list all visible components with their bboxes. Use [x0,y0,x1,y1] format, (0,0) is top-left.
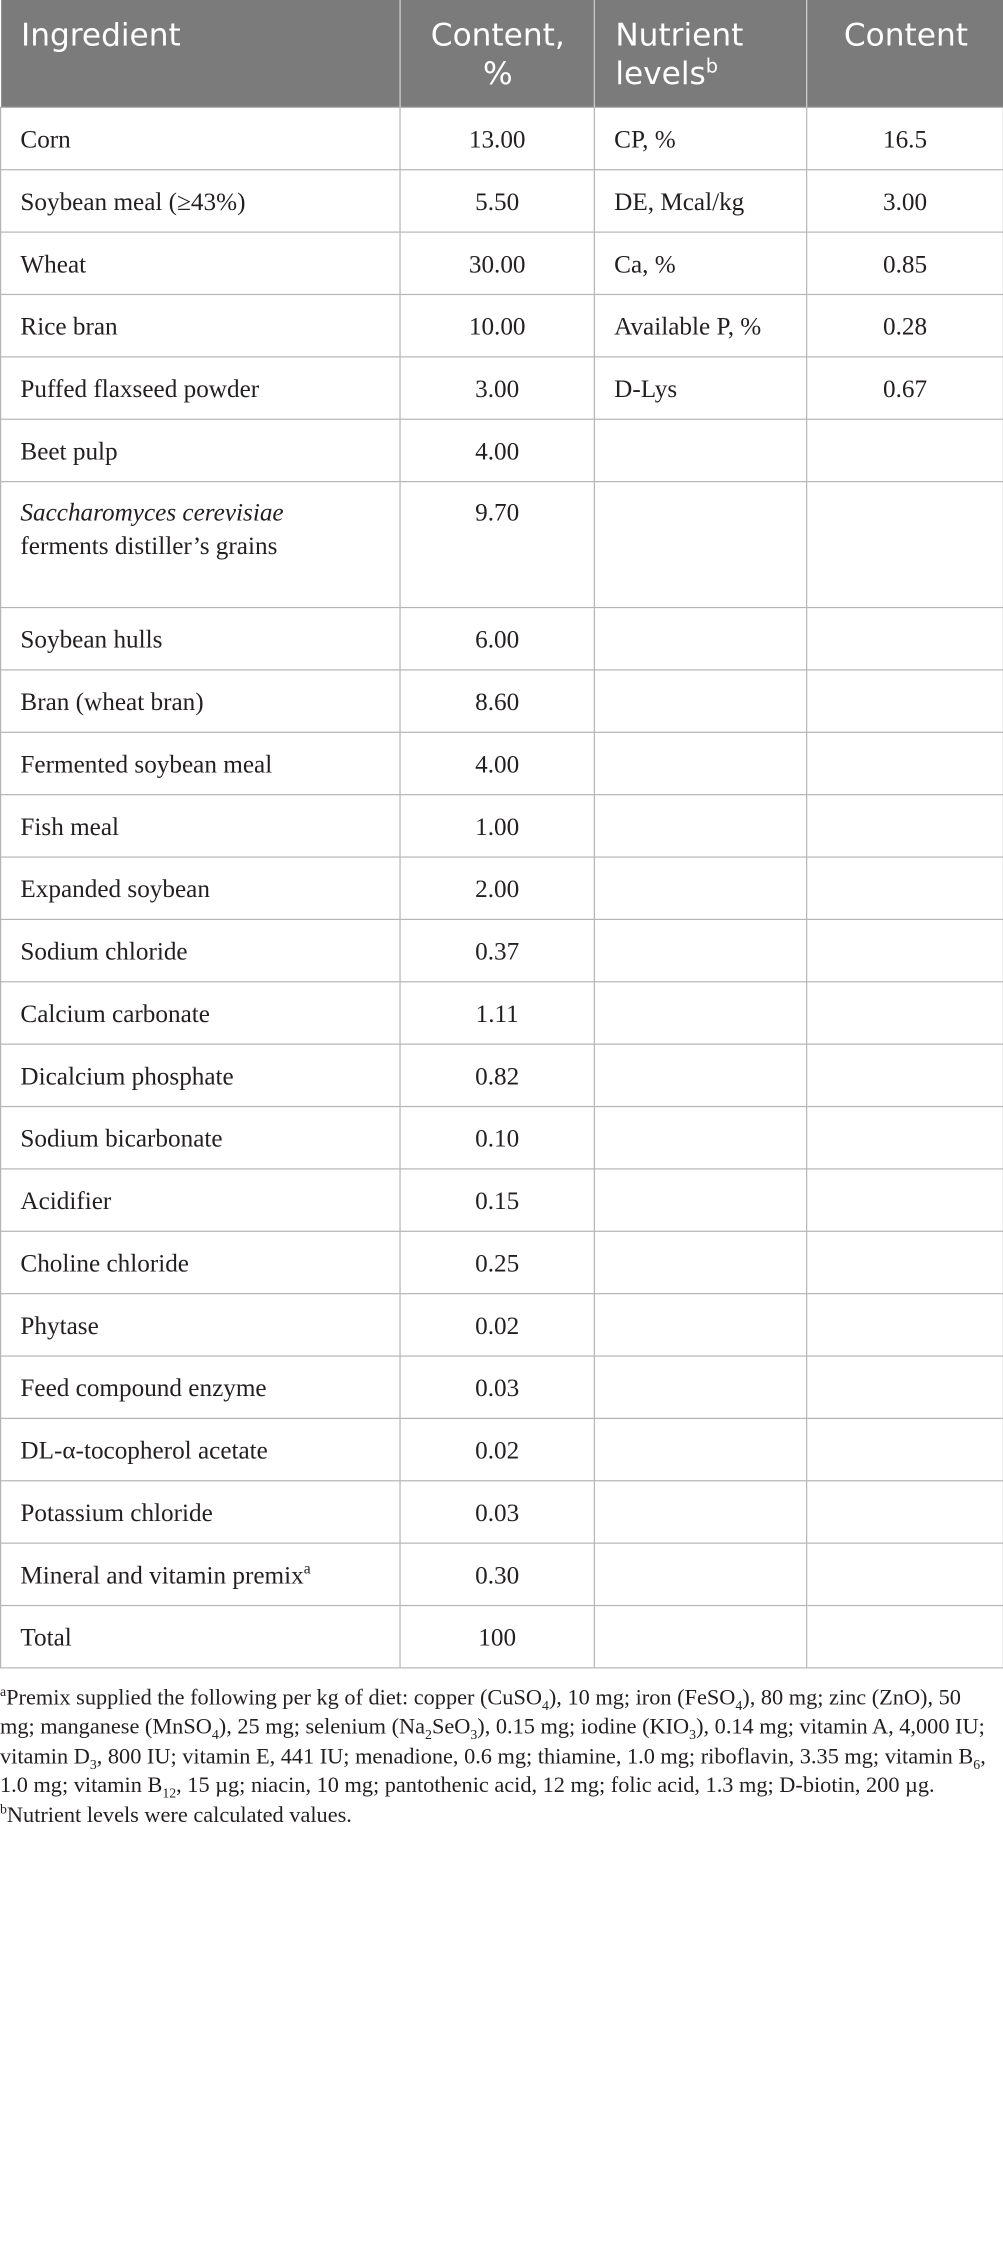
header-nutrient-levels [594,0,806,107]
cell-nutrient-level [594,1044,806,1106]
cell-content-percent: 0.03 [400,1356,594,1418]
ingredient-name: Sodium chloride [20,936,188,965]
ingredient-name: Puffed flaxseed powder [20,373,260,403]
cell-nutrient-content [807,419,1003,481]
table-row [1,608,1003,670]
cell-ingredient [1,294,400,356]
cell-nutrient-content [807,1231,1003,1293]
table-row [1,857,1003,919]
table-row [1,1356,1003,1418]
cell-nutrient-level [594,732,806,794]
cell-content-percent: 0.82 [400,1044,594,1106]
cell-content-percent: 6.00 [400,608,594,670]
cell-ingredient [1,1606,400,1668]
ingredient-name: Potassium chloride [20,1497,213,1527]
cell-nutrient-content [807,1107,1003,1169]
cell-nutrient-content: 16.5 [807,107,1003,169]
cell-nutrient-content [807,1294,1003,1356]
ingredient-name: Bran (wheat bran) [20,686,204,716]
ingredient-species-name: Saccharomyces cerevisiae [20,497,284,527]
cell-nutrient-content [807,670,1003,732]
footnote-a-text: , 800 IU; vitamin E, 441 IU; menadione, 0.6 mg; thiamine, 1.0 mg; riboflavin, 3.35 mg; vitamin B [96,1743,974,1770]
cell-ingredient [1,419,400,481]
table-row [1,982,1003,1044]
footnote-b [0,1801,991,1830]
table-row [1,1107,1003,1169]
cell-nutrient-level [594,1356,806,1418]
table-row [1,482,1003,608]
cell-nutrient-level: DE, Mcal/kg [594,170,806,232]
ingredient-name: Sodium bicarbonate [20,1123,223,1153]
cell-ingredient [1,670,400,732]
footnote-a-text: , 15 µg; niacin, 10 mg; pantothenic acid, 12 mg; folic acid, 1.3 mg; D-biotin, 200 µg. [176,1773,935,1799]
footnote-a-marker: a [0,1685,7,1700]
cell-nutrient-level [594,1294,806,1356]
table-row [1,919,1003,981]
table-row [1,1606,1003,1668]
cell-nutrient-content [807,1606,1003,1668]
cell-nutrient-content [807,1356,1003,1418]
header-content: Content [807,0,1003,107]
footnote-a-text: Premix supplied the following per kg of diet: copper (CuSO [6,1685,542,1711]
cell-content-percent: 0.10 [400,1107,594,1169]
cell-nutrient-level [594,919,806,981]
cell-nutrient-content [807,1481,1003,1543]
cell-nutrient-level: D-Lys [594,357,806,419]
cell-nutrient-level [594,857,806,919]
cell-content-percent: 9.70 [400,482,594,608]
cell-content-percent: 10.00 [400,294,594,356]
footnote-a-text: ), 0.14 mg; vitamin A, 4,000 IU; vitamin D [0,1714,985,1770]
cell-content-percent: 0.30 [400,1543,594,1605]
ingredient-name: Fermented soybean meal [20,749,273,778]
chemical-subscript: 3 [89,1757,97,1773]
cell-ingredient [1,732,400,794]
cell-ingredient [1,608,400,670]
cell-nutrient-content [807,608,1003,670]
table-row [1,107,1003,169]
table-row [1,795,1003,857]
cell-content-percent: 3.00 [400,357,594,419]
cell-ingredient [1,107,400,169]
cell-nutrient-level [594,1606,806,1668]
table-footnotes [0,1669,1003,1831]
cell-content-percent: 0.37 [400,919,594,981]
cell-ingredient [1,170,400,232]
ingredient-name: Rice bran [20,311,118,341]
cell-ingredient [1,357,400,419]
cell-nutrient-level [594,482,806,608]
chemical-subscript: 12 [162,1787,177,1802]
cell-nutrient-level [594,1169,806,1231]
cell-content-percent: 0.15 [400,1169,594,1231]
ingredient-name: ferments distiller’s grains [20,531,278,561]
table-body [1,107,1003,1668]
footnote-a-text: ), 80 mg; zinc (ZnO), 50 mg; manganese (MnSO [0,1685,961,1740]
table-row [1,1481,1003,1543]
table-row [1,1294,1003,1356]
ingredient-name: Beet pulp [20,436,118,465]
ingredient-name: Corn [20,124,71,153]
cell-nutrient-content [807,1169,1003,1231]
table-row [1,232,1003,294]
cell-ingredient [1,1169,400,1231]
cell-nutrient-level [594,608,806,670]
table-row [1,1418,1003,1480]
footnote-b-text: Nutrient levels were calculated values. [6,1802,352,1828]
cell-nutrient-content [807,982,1003,1044]
cell-ingredient [1,1418,400,1480]
chemical-subscript: 3 [470,1728,478,1744]
cell-nutrient-level: Available P, % [594,294,806,356]
cell-content-percent: 0.03 [400,1481,594,1543]
table-row [1,732,1003,794]
cell-content-percent: 1.11 [400,982,594,1044]
cell-content-percent: 4.00 [400,732,594,794]
cell-ingredient [1,482,400,608]
ingredient-name: Fish meal [20,811,120,841]
ingredient-name: Choline chloride [20,1248,189,1277]
cell-content-percent: 0.25 [400,1231,594,1293]
cell-nutrient-content: 0.67 [807,357,1003,419]
footnote-a-text: ), 25 mg; selenium (Na [218,1714,426,1740]
ingredient-name: Phytase [20,1310,99,1340]
cell-content-percent: 13.00 [400,107,594,169]
cell-ingredient [1,1481,400,1543]
ingredient-name: Calcium carbonate [20,998,210,1028]
footnote-b-marker: b [0,1802,7,1817]
table-row [1,1044,1003,1106]
cell-nutrient-content [807,1044,1003,1106]
cell-ingredient [1,232,400,294]
cell-ingredient [1,982,400,1044]
cell-content-percent: 0.02 [400,1294,594,1356]
ingredient-name: Total [20,1622,72,1652]
cell-ingredient [1,795,400,857]
cell-nutrient-content [807,795,1003,857]
ingredient-name: Soybean meal (≥43%) [20,186,246,216]
ingredient-name: Wheat [20,248,87,278]
table-row [1,419,1003,481]
chemical-subscript: 6 [973,1757,981,1773]
cell-nutrient-level [594,1418,806,1480]
table-row [1,357,1003,419]
cell-ingredient [1,919,400,981]
ingredient-name: Mineral and vitamin premix [20,1559,304,1589]
cell-content-percent: 4.00 [400,419,594,481]
cell-ingredient [1,1294,400,1356]
cell-nutrient-level [594,419,806,481]
footnote-a [0,1684,991,1801]
cell-nutrient-level [594,1107,806,1169]
header-ingredient: Ingredient [1,0,400,107]
cell-content-percent: 5.50 [400,170,594,232]
cell-ingredient [1,1231,400,1293]
cell-ingredient [1,1107,400,1169]
cell-nutrient-content [807,919,1003,981]
cell-nutrient-level [594,1231,806,1293]
cell-nutrient-level [594,1543,806,1605]
cell-content-percent: 30.00 [400,232,594,294]
footnote-a-text: ), 10 mg; iron (FeSO [548,1685,736,1711]
cell-nutrient-content [807,732,1003,794]
table-row [1,1169,1003,1231]
cell-ingredient [1,857,400,919]
header-row [1,0,1003,107]
cell-content-percent: 8.60 [400,670,594,732]
cell-content-percent: 1.00 [400,795,594,857]
cell-ingredient [1,1543,400,1605]
cell-nutrient-content: 0.28 [807,294,1003,356]
footnote-a-text: , 1.0 mg; vitamin B [0,1743,986,1799]
ingredient-name: DL-α-tocopherol acetate [20,1435,268,1464]
cell-content-percent: 100 [400,1606,594,1668]
cell-content-percent: 0.02 [400,1418,594,1480]
cell-nutrient-content [807,482,1003,608]
cell-nutrient-level: CP, % [594,107,806,169]
cell-nutrient-level [594,1481,806,1543]
cell-nutrient-content [807,857,1003,919]
footnote-marker-a: a [303,1558,311,1577]
cell-nutrient-level [594,982,806,1044]
table-row [1,1231,1003,1293]
ingredient-name: Feed compound enzyme [20,1372,267,1402]
cell-nutrient-level [594,670,806,732]
ingredient-name: Soybean hulls [20,624,163,654]
chemical-subscript: 2 [425,1728,432,1744]
cell-nutrient-content [807,1418,1003,1480]
table-row [1,1543,1003,1605]
footnote-a-text: ), 0.15 mg; iodine (KIO [477,1714,690,1740]
cell-nutrient-content: 3.00 [807,170,1003,232]
cell-nutrient-level [594,795,806,857]
header-nutrient-levels-text: Nutrient levels [615,17,744,93]
cell-ingredient [1,1044,400,1106]
table-row [1,670,1003,732]
table-header [1,0,1003,107]
chemical-subscript: 4 [211,1728,219,1744]
header-content-percent: Content, % [400,0,594,107]
cell-nutrient-content [807,1543,1003,1605]
cell-content-percent: 2.00 [400,857,594,919]
chemical-subscript: 3 [689,1728,697,1744]
footnote-a-text: SeO [431,1714,471,1740]
ingredient-name: Dicalcium phosphate [20,1060,234,1090]
ingredient-name: Acidifier [20,1185,112,1215]
table-row [1,294,1003,356]
chemical-subscript: 4 [735,1699,743,1714]
table-row [1,170,1003,232]
chemical-subscript: 4 [541,1699,549,1714]
ingredient-name: Expanded soybean [20,873,210,903]
cell-nutrient-level: Ca, % [594,232,806,294]
cell-nutrient-content: 0.85 [807,232,1003,294]
cell-ingredient [1,1356,400,1418]
footnote-marker-b: b [705,54,719,78]
